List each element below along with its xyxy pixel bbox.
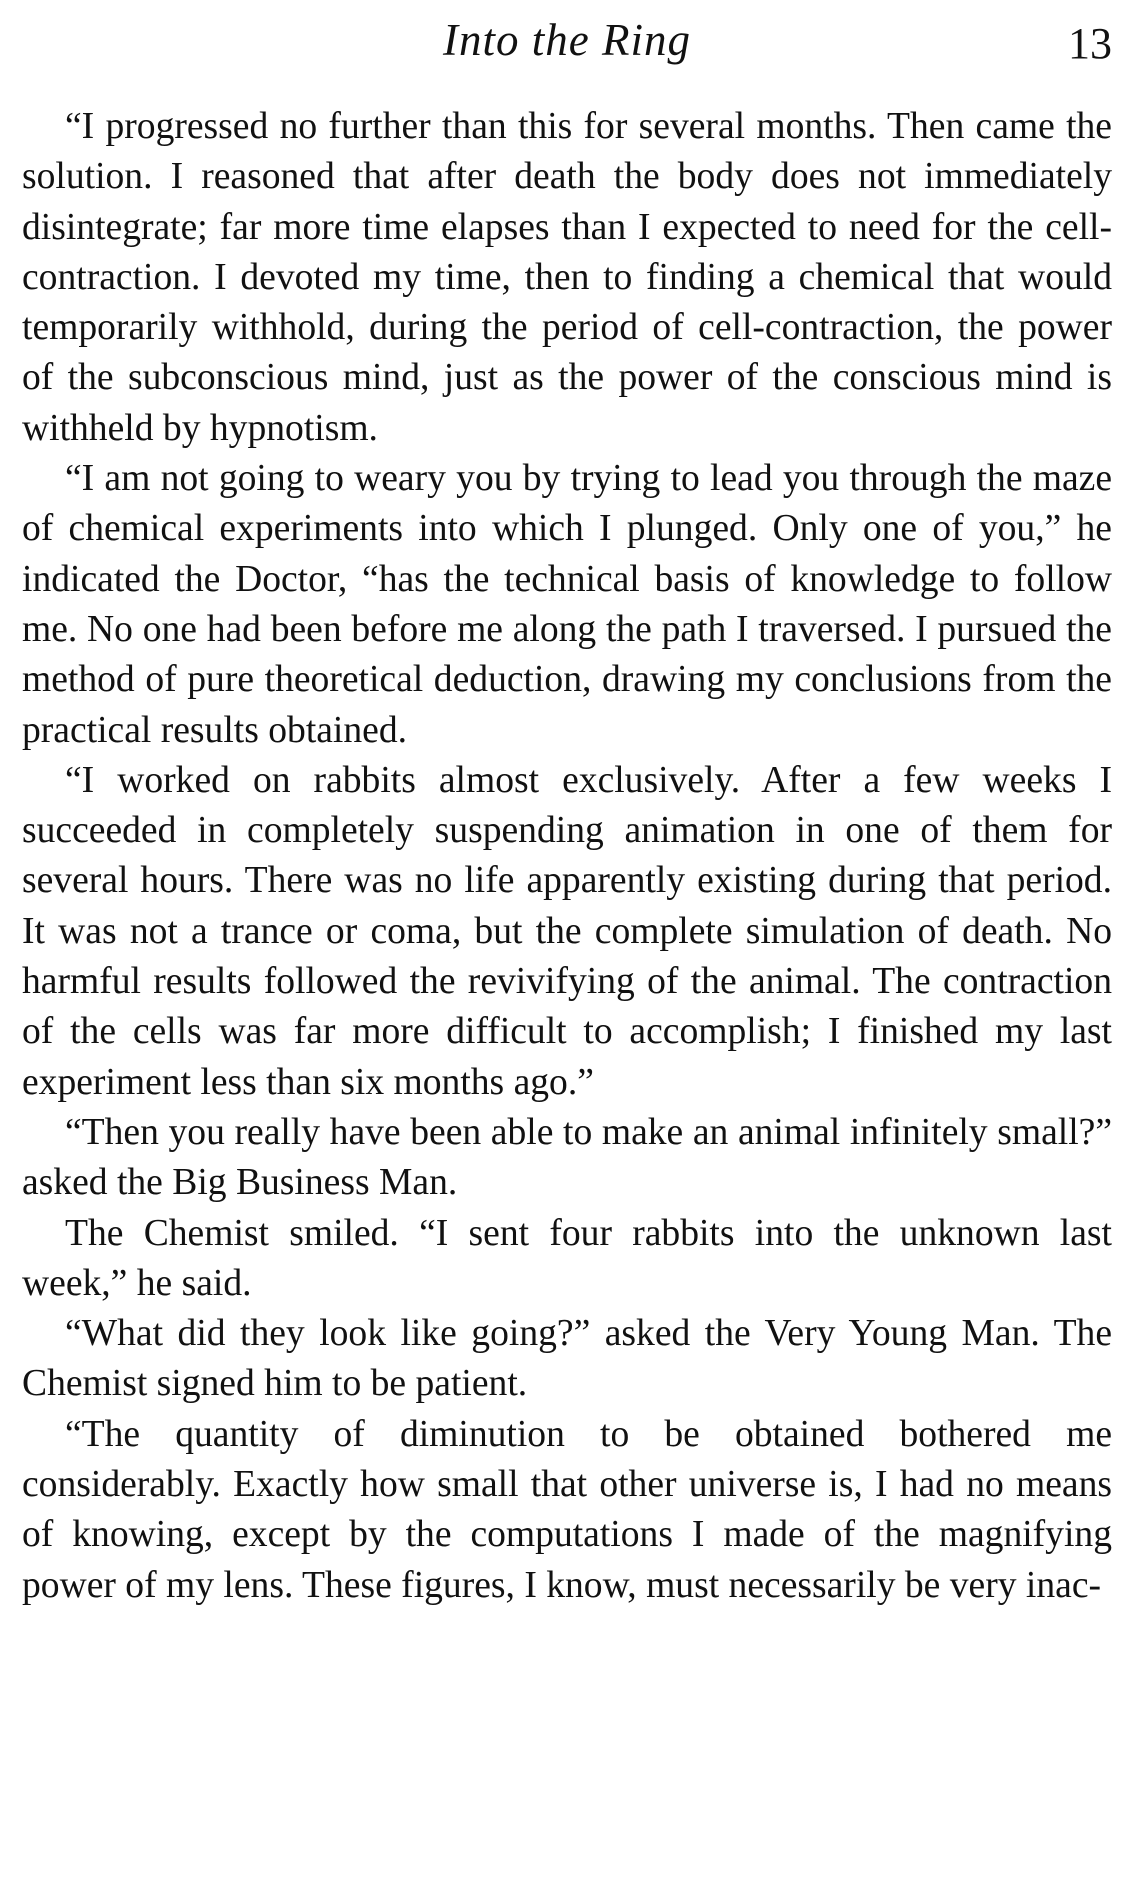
paragraph: “Then you really have been able to make an animal infinitely small?” asked the Big Business Man. — [22, 1111, 1112, 1204]
book-page — [22, 0, 1112, 1885]
paragraph: “What did they look like going?” asked the Very Young Man. The Chemist signed him to be patient. — [22, 1313, 1112, 1405]
paragraph: The Chemist smiled. “I sent four rabbits into the unknown last week,” he said. — [22, 1212, 1112, 1304]
paragraph: “I progressed no further than this for several months. Then came the solution. I reasoned that after death the body does not immediately disintegrate; far more time elapses than I expected to need for the cell-contraction. I devoted my time, then to finding a chemical that would temporarily withhold, during the period of cell-contraction, the power of the subconscious mind, just as the power of the conscious mind is withheld by hypnotism. — [22, 106, 1112, 449]
paragraph: “I am not going to weary you by trying to lead you through the maze of chemical experiments into which I plunged. Only one of you,” he indicated the Doctor, “has the technical basis of knowledge to follow me. No one had been before me along the path I traversed. I pursued the method of pure theoretical deduction, drawing my conclusions from the practical results obtained. — [22, 458, 1112, 751]
paragraph: “The quantity of diminution to be obtained bothered me considerably. Exactly how small that other universe is, I had no means of knowing, except by the computations I made of the magnifying power of my lens. These figures, I know, must necessarily be very inac- — [22, 1413, 1112, 1606]
body-text — [22, 102, 1112, 1611]
page-number: 13 — [1068, 19, 1112, 68]
page-header — [22, 0, 1112, 96]
running-head: Into the Ring — [443, 15, 691, 65]
paragraph: “I worked on rabbits almost exclusively. After a few weeks I succeeded in completely suspending animation in one of them for several hours. There was no life apparently existing during that period. It was not a trance or coma, but the complete simulation of death. No harmful results followed the revivifying of the animal. The contraction of the cells was far more difficult to accomplish; I finished my last experiment less than six months ago.” — [22, 759, 1112, 1103]
